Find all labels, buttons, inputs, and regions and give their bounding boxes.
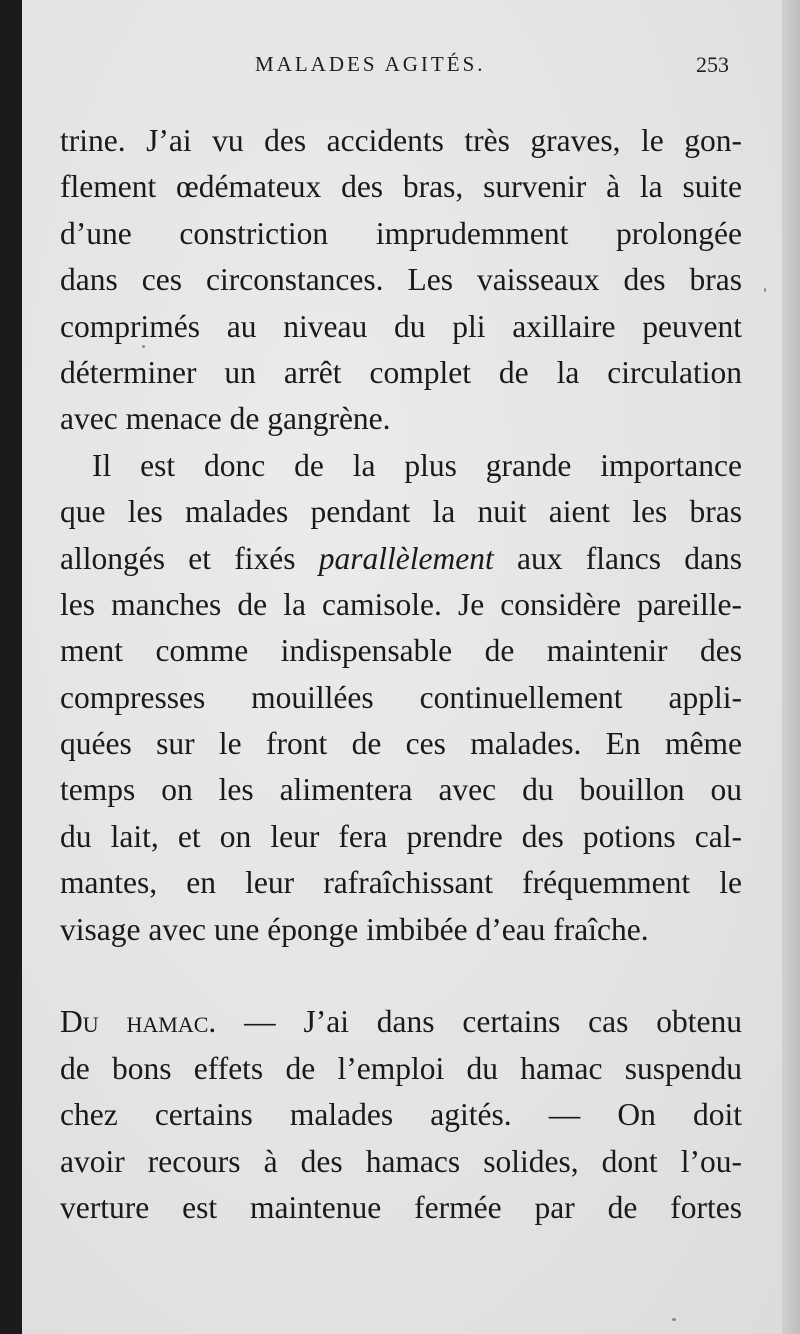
text-line: temps on les alimentera avec du bouillon ou xyxy=(60,772,742,808)
paper-speck xyxy=(764,288,766,292)
text-line: du lait, et on leur fera prendre des potions cal- xyxy=(60,818,742,854)
paper-speck xyxy=(672,1318,676,1321)
paragraph-1 xyxy=(60,118,742,443)
page-edge-shadow xyxy=(782,0,800,1334)
text-line: les manches de la camisole. Je considère pareille- xyxy=(60,586,742,622)
text-line-with-emphasis xyxy=(60,536,742,582)
paragraph-2 xyxy=(60,443,742,953)
text-segment: aux flancs dans xyxy=(493,540,742,576)
text-line: mantes, en leur rafraîchissant fréquemment le xyxy=(60,865,742,901)
book-page xyxy=(22,0,782,1334)
text-segment: — J’ai dans certains cas obtenu xyxy=(216,1004,742,1040)
text-line: trine. J’ai vu des accidents très graves, le gon- xyxy=(60,123,742,158)
text-line: chez certains malades agités. — On doit xyxy=(60,1097,742,1133)
running-head xyxy=(22,52,782,82)
text-line: comprimés au niveau du pli axillaire peuvent xyxy=(60,308,742,344)
text-segment: allongés et fixés xyxy=(60,540,319,576)
text-line: quées sur le front de ces malades. En même xyxy=(60,726,742,762)
text-line: déterminer un arrêt complet de la circulation xyxy=(60,354,742,390)
text-line: compresses mouillées continuellement appli- xyxy=(60,679,742,715)
paragraph-3 xyxy=(60,999,742,1231)
text-line: Il est donc de la plus grande importance xyxy=(92,447,742,483)
running-title: MALADES AGITÉS. xyxy=(255,52,486,76)
text-line: dans ces circonstances. Les vaisseaux des bras xyxy=(60,262,742,298)
text-line: que les malades pendant la nuit aient les bras xyxy=(60,494,742,530)
text-line: avoir recours à des hamacs solides, dont l’ou- xyxy=(60,1143,742,1179)
text-line: ment comme indispensable de maintenir des xyxy=(60,633,742,669)
section-heading: Du hamac. xyxy=(60,1004,217,1040)
text-line: avec menace de gangrène. xyxy=(60,401,391,437)
paper-speck xyxy=(142,345,145,348)
text-line: flement œdémateux des bras, survenir à la suite xyxy=(60,169,742,205)
text-line: de bons effets de l’emploi du hamac suspendu xyxy=(60,1050,742,1086)
text-line: verture est maintenue fermée par de fortes xyxy=(60,1189,742,1225)
text-line-with-heading xyxy=(60,999,742,1045)
text-line: visage avec une éponge imbibée d’eau fraîche. xyxy=(60,911,649,947)
page-number: 253 xyxy=(696,52,729,77)
emphasized-word: parallèlement xyxy=(318,540,494,576)
body-text xyxy=(60,118,742,1231)
text-line: d’une constriction imprudemment prolongée xyxy=(60,215,742,251)
section-spacer xyxy=(60,953,742,999)
